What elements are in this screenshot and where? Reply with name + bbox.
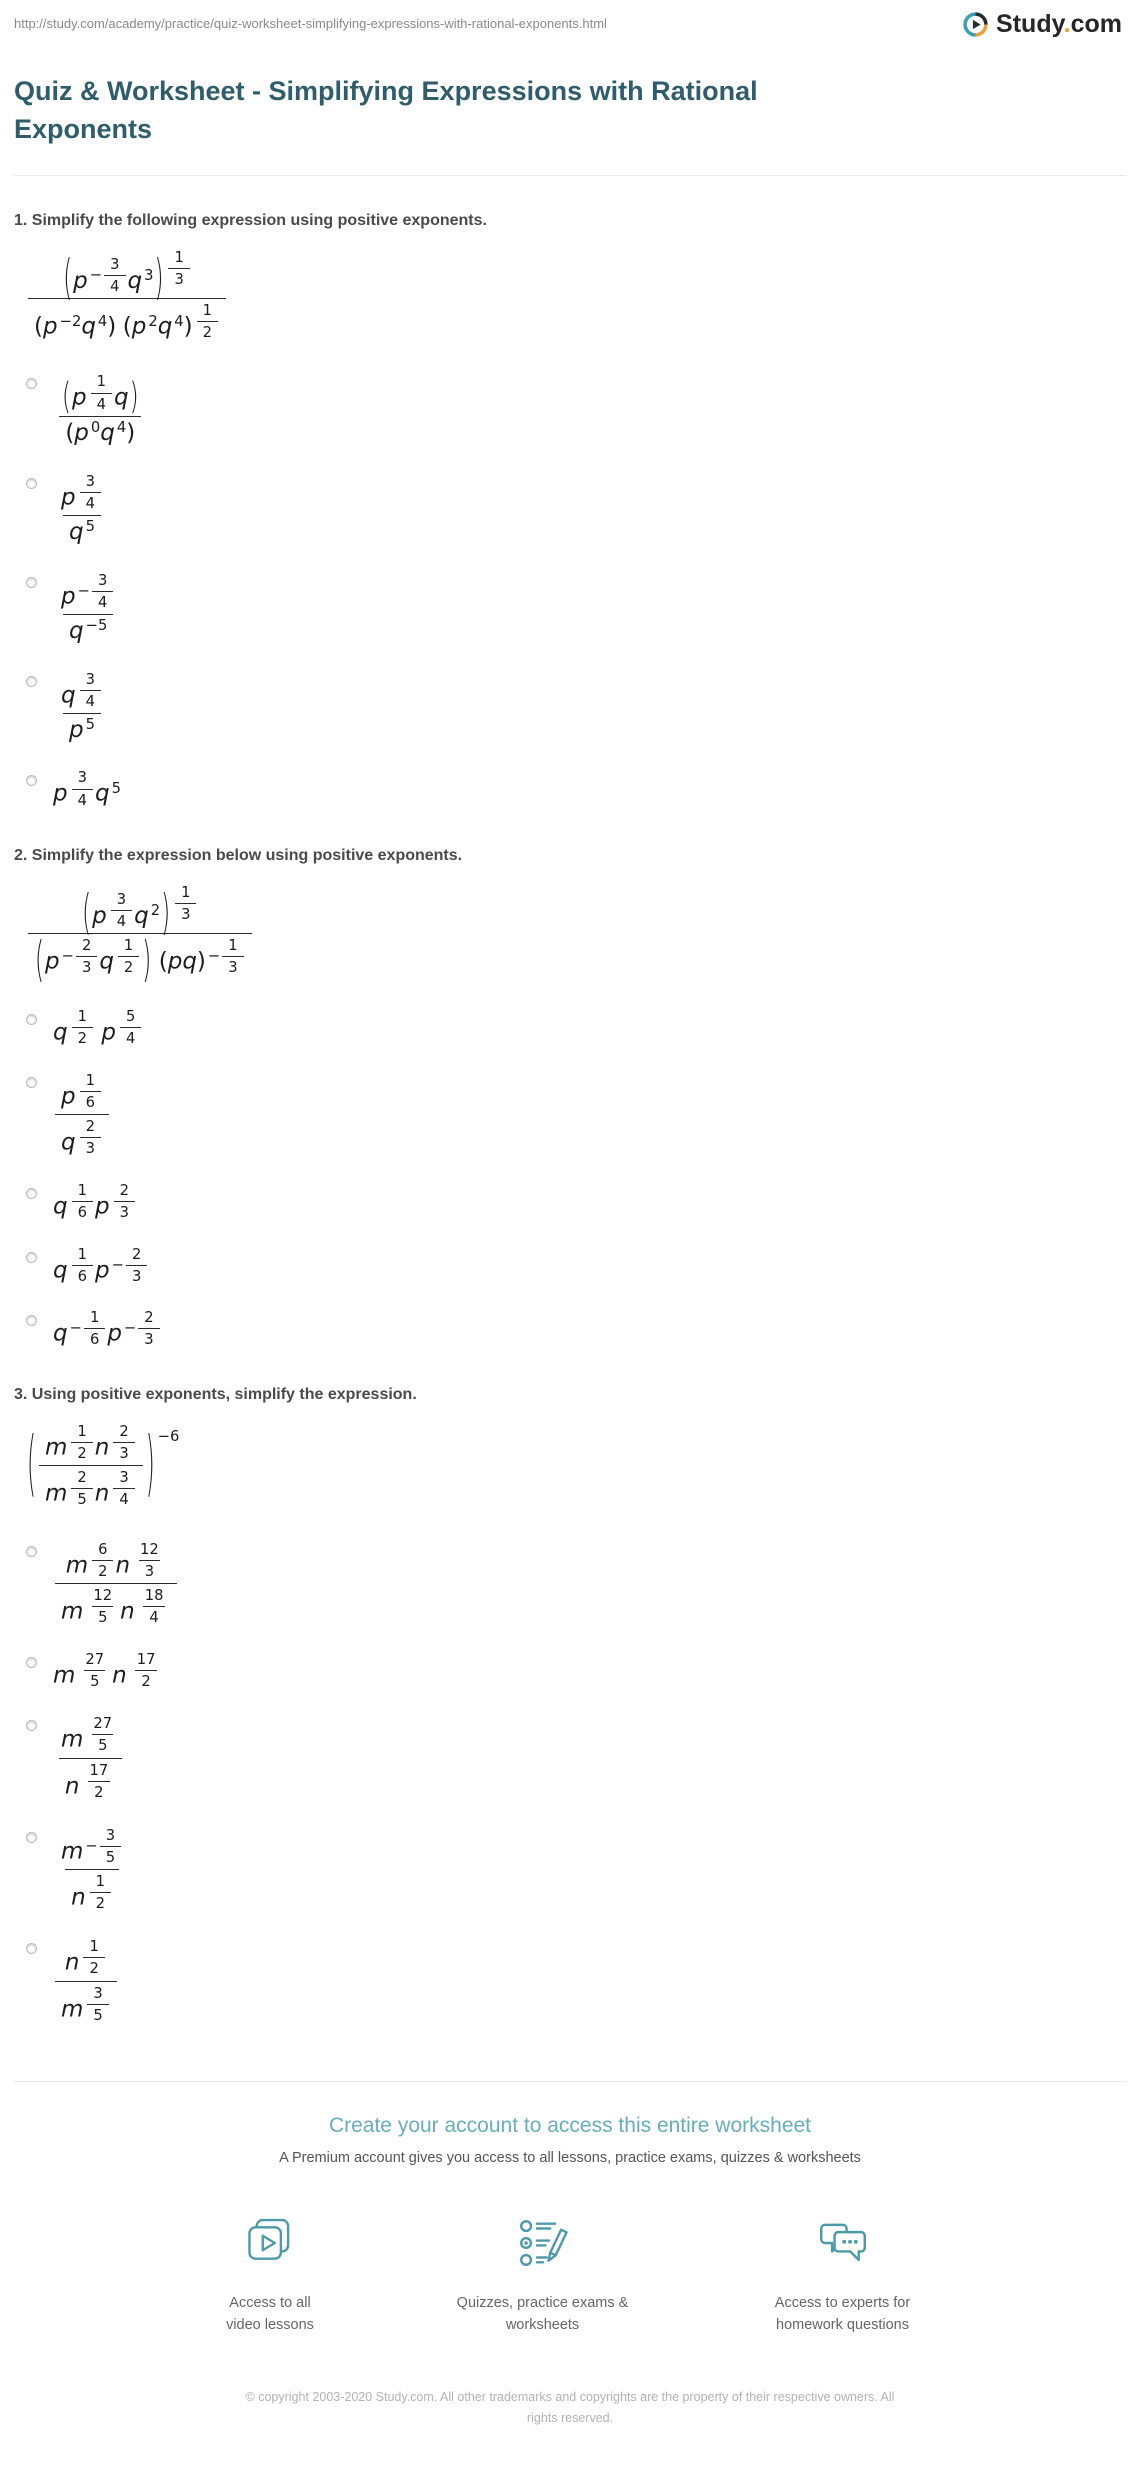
radio-button[interactable] xyxy=(26,478,37,489)
answer-option[interactable] xyxy=(26,767,1126,810)
option-expression: n $\frac{1}{2}$ m $\frac{3}{5}$ xyxy=(53,1935,119,2027)
benefit-experts xyxy=(755,2214,930,2337)
question-1-prompt: 1. Simplify the following expression using positive exponents. xyxy=(14,211,487,229)
radio-button[interactable] xyxy=(26,1943,37,1954)
benefit-label: Access to experts for homework questions xyxy=(774,2294,911,2334)
radio-button[interactable] xyxy=(26,378,37,389)
option-expression: q $\frac{1}{6}$ p $\frac{2}{3}$ xyxy=(53,1180,137,1223)
benefits-row xyxy=(14,2214,1126,2337)
questions-list xyxy=(14,212,1126,2027)
header xyxy=(14,10,1126,39)
copyright-notice: © copyright 2003-2020 Study.com. All other trademarks and copyrights are the property of their respective owners. All rights reserved. xyxy=(245,2389,895,2425)
radio-button[interactable] xyxy=(26,1188,37,1199)
answer-option[interactable] xyxy=(26,1180,1126,1223)
answer-option[interactable] xyxy=(26,1935,1126,2027)
quizzes-icon xyxy=(514,2214,572,2277)
question-3 xyxy=(14,1386,1126,2027)
answer-option[interactable] xyxy=(26,1069,1126,1161)
studycom-logo[interactable] xyxy=(962,10,1126,39)
radio-button[interactable] xyxy=(26,1546,37,1557)
page-url: http://study.com/academy/practice/quiz-worksheet-simplifying-expressions-with-rational-exponents.html xyxy=(14,16,607,31)
answer-option[interactable] xyxy=(26,1824,1126,1916)
answer-option[interactable] xyxy=(26,668,1126,747)
answer-option[interactable] xyxy=(26,1006,1126,1049)
option-expression: m $\frac{27}{5}$ n $\frac{17}{2}$ xyxy=(53,1712,128,1804)
answer-options xyxy=(26,1538,1126,2027)
benefit-label: Quizzes, practice exams & worksheets xyxy=(456,2294,629,2334)
question-2-prompt: 2. Simplify the expression below using positive exponents. xyxy=(14,846,463,864)
answer-option[interactable] xyxy=(26,1649,1126,1692)
option-expression: (p $\frac{1}{4}$ q) (p 0q 4) xyxy=(53,370,148,449)
answer-option[interactable] xyxy=(26,470,1126,549)
radio-button[interactable] xyxy=(26,775,37,786)
option-expression: p $\frac{3}{4}$ q 5 xyxy=(53,767,121,810)
question-3-prompt: 3. Using positive exponents, simplify the expression. xyxy=(14,1386,417,1403)
option-expression: p − $\frac{3}{4}$ q −5 xyxy=(53,569,123,648)
question-expression: ( m $\frac{1}{2}$ n $\frac{2}{3}$ m $\frac{2}{5}$ n $\frac{3}{4}$ ) −6 xyxy=(26,1420,1126,1512)
studycom-logo-icon xyxy=(962,11,989,38)
answer-option[interactable] xyxy=(26,1307,1126,1350)
radio-button[interactable] xyxy=(26,1077,37,1088)
answer-option[interactable] xyxy=(26,1538,1126,1630)
option-expression: q − $\frac{1}{6}$ p − $\frac{2}{3}$ xyxy=(53,1307,162,1350)
radio-button[interactable] xyxy=(26,1315,37,1326)
experts-icon xyxy=(814,2214,872,2277)
radio-button[interactable] xyxy=(26,1832,37,1843)
page-title: Quiz & Worksheet - Simplifying Expressions with Rational Exponents xyxy=(14,76,758,144)
radio-button[interactable] xyxy=(26,1720,37,1731)
option-expression: p $\frac{3}{4}$ q 5 xyxy=(53,470,111,549)
option-expression: m $\frac{27}{5}$ n $\frac{17}{2}$ xyxy=(53,1649,163,1692)
question-expression: (p $\frac{3}{4}$ q 2) $\frac{1}{3}$ (p − $\frac{2}{3}$ q $\frac{1}{2}$ ) (pq) − $\frac{1}{3}$ xyxy=(26,881,1126,980)
benefit-quizzes xyxy=(445,2214,640,2337)
video-lessons-icon xyxy=(241,2214,299,2277)
premium-note: A Premium account gives you access to all lessons, practice exams, quizzes & worksheets xyxy=(279,2149,861,2166)
answer-option[interactable] xyxy=(26,569,1126,648)
option-expression: m − $\frac{3}{5}$ n $\frac{1}{2}$ xyxy=(53,1824,131,1916)
option-expression: q $\frac{1}{6}$ p − $\frac{2}{3}$ xyxy=(53,1244,149,1287)
option-expression: m $\frac{6}{2}$ n $\frac{12}{3}$ m $\frac{12}{5}$ n $\frac{18}{4}$ xyxy=(53,1538,179,1630)
option-expression: p $\frac{1}{6}$ q $\frac{2}{3}$ xyxy=(53,1069,111,1161)
footer-divider xyxy=(14,2081,1126,2082)
answer-option[interactable] xyxy=(26,1244,1126,1287)
question-expression: (p − $\frac{3}{4}$ q 3) $\frac{1}{3}$ (p −2q 4) (p 2q 4) $\frac{1}{2}$ xyxy=(26,246,1126,345)
radio-button[interactable] xyxy=(26,1014,37,1025)
radio-button[interactable] xyxy=(26,676,37,687)
answer-option[interactable] xyxy=(26,1712,1126,1804)
benefit-label: Access to all video lessons xyxy=(226,2294,314,2334)
answer-options xyxy=(26,370,1126,810)
create-account-heading[interactable]: Create your account to access this entire worksheet xyxy=(328,2113,812,2137)
answer-option[interactable] xyxy=(26,370,1126,449)
answer-options xyxy=(26,1006,1126,1351)
title-divider xyxy=(14,175,1126,176)
question-2 xyxy=(14,847,1126,1350)
option-expression: q $\frac{3}{4}$ p 5 xyxy=(53,668,111,747)
option-expression: q $\frac{1}{2}$ p $\frac{5}{4}$ xyxy=(53,1006,143,1049)
radio-button[interactable] xyxy=(26,1657,37,1668)
radio-button[interactable] xyxy=(26,577,37,588)
footer xyxy=(14,2081,1126,2471)
radio-button[interactable] xyxy=(26,1252,37,1263)
question-1 xyxy=(14,212,1126,811)
logo-text: Study.com xyxy=(996,10,1122,38)
benefit-video-lessons xyxy=(210,2214,330,2337)
